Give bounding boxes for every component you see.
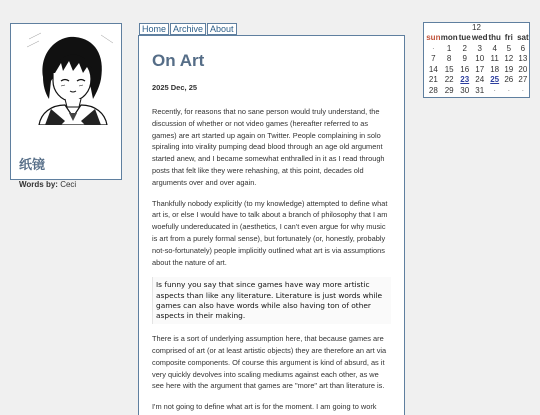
post-paragraph: I'm not going to define what art is for the moment. I am going to work [152, 402, 377, 412]
calendar-day: · [507, 85, 511, 95]
calendar-month: 12 [472, 23, 481, 32]
calendar-week-row [426, 75, 530, 86]
calendar-day: · [521, 85, 525, 95]
nav-home-link[interactable]: Home [139, 23, 169, 35]
calendar-day: 31 [475, 85, 485, 95]
calendar-day[interactable] [458, 75, 472, 86]
calendar-day: 18 [490, 64, 500, 74]
calendar-day: 13 [518, 54, 528, 63]
calendar-day: 24 [475, 75, 485, 84]
author-label: Words by: [19, 180, 58, 189]
avatar [21, 29, 117, 125]
calendar-day: 21 [428, 75, 438, 84]
calendar-day-link[interactable]: 23 [460, 75, 470, 84]
calendar-grid [426, 33, 530, 96]
calendar-day: 15 [444, 64, 454, 74]
site-name: 纸镜 [19, 158, 46, 173]
calendar-weekday-sat: sat [517, 33, 529, 42]
post-paragraph: Thankfully nobody explicitly (to my knowledge) attempted to define what art is, or else I would have to talk about a branch of philosophy that I am woefully undereducated in (aesthetics, I can't even argue for why music is art from a purely formal sense), but fortunately (or, honestly, probably not-so-fortunately) people implicitly outlined what art is via assumptions about the nature of art. [152, 198, 388, 267]
post-paragraph: Recently, for reasons that no sane person would truly understand, the discussion of whether or not video games (hereafter referred to as games) are art started up again on Twitter. People complaining in solo spiraling into virality pumping dead blood through an age old argument started anew, and I became somewhat enthralled in it as I read through posts that felt like they were rehashing, at this point, decades old arguments over and over again. [152, 107, 385, 187]
calendar-weekday-sun: sun [426, 33, 441, 42]
profile-card [10, 23, 122, 189]
calendar-day: 27 [518, 75, 528, 84]
avatar-illustration [21, 29, 117, 125]
calendar-week-row [426, 44, 530, 55]
post-paragraph: There is a sort of underlying assumption here, that because games are comprised of art (or at least artistic objects) they are therefore an art via composite components. Of course this argument is kind of absurd, as it very quickly devolves into scaling mediums against each other, as we see here with the argument that games are "more" art than literature is. [152, 334, 387, 391]
calendar-day: 1 [446, 43, 452, 53]
author-name: Ceci [60, 180, 77, 189]
calendar-week-row [426, 54, 530, 65]
top-nav [139, 23, 238, 35]
author-line [19, 180, 76, 189]
calendar-day: 28 [428, 85, 438, 95]
calendar-day: 14 [428, 64, 438, 74]
calendar-weekday-row [426, 33, 530, 44]
calendar-day: 30 [460, 85, 470, 95]
calendar-day: 4 [492, 43, 497, 53]
calendar-day: 2 [462, 43, 467, 53]
calendar-day: 29 [444, 85, 454, 95]
calendar-weekday-fri: fri [504, 33, 513, 42]
calendar-day[interactable] [487, 75, 501, 86]
calendar-day: 5 [506, 43, 512, 53]
calendar-weekday-wed: wed [471, 33, 488, 42]
calendar-widget [423, 22, 530, 98]
calendar-day: 10 [475, 54, 485, 63]
calendar-weekday-tue: tue [458, 33, 471, 42]
calendar-day: · [493, 85, 497, 95]
calendar-day: 26 [504, 75, 514, 84]
calendar-day: · [432, 43, 435, 53]
calendar-body [426, 44, 530, 97]
blockquote: Is funny you say that since games have way more artistic aspects than like any literature. Literature is just words while games can also have words while also having ton of other aspects in their making. [152, 277, 391, 324]
calendar-week-row [426, 86, 530, 97]
calendar-day: 17 [475, 64, 485, 74]
calendar-day: 16 [460, 64, 470, 74]
calendar-weekday-mon: mon [440, 33, 458, 42]
calendar-day: 9 [462, 54, 467, 63]
post-date: 2025 Dec, 25 [152, 83, 198, 92]
calendar-day: 3 [477, 43, 482, 53]
calendar-weekday-thu: thu [488, 33, 501, 42]
nav-archive-link[interactable]: Archive [170, 23, 206, 35]
calendar-day: 12 [504, 54, 514, 63]
calendar-day: 6 [520, 43, 526, 53]
calendar-day: 22 [444, 75, 454, 84]
post-body [152, 106, 391, 413]
post-title: On Art [152, 51, 205, 70]
calendar-day: 11 [490, 54, 499, 63]
calendar-day: 19 [504, 64, 514, 74]
calendar-day-link[interactable]: 25 [490, 75, 500, 84]
calendar-week-row [426, 65, 530, 76]
nav-about-link[interactable]: About [207, 23, 237, 35]
calendar-day: 7 [431, 54, 436, 63]
post-article [138, 35, 405, 415]
calendar-day: 20 [518, 64, 528, 74]
calendar-day: 8 [446, 54, 452, 63]
